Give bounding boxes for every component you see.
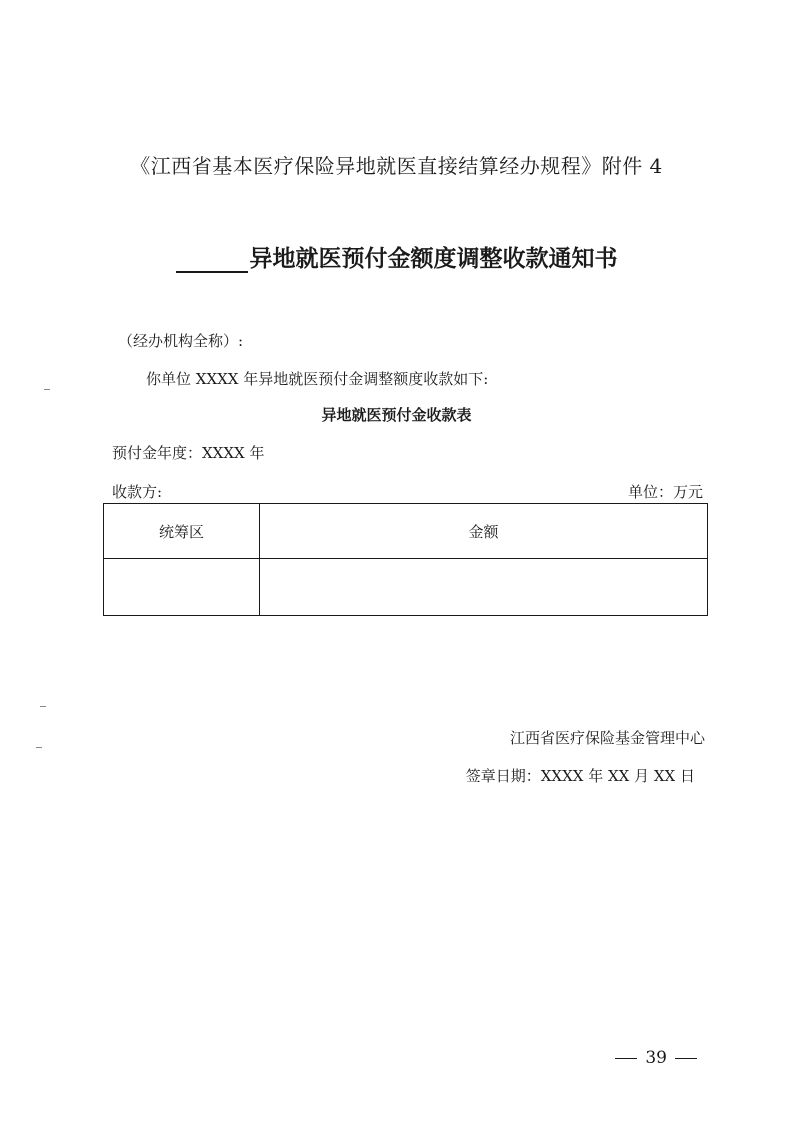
notice-title xyxy=(0,240,793,273)
page-dash-left xyxy=(615,1058,637,1059)
payee-label: 收款方: xyxy=(112,483,163,501)
table-header-row xyxy=(104,504,708,559)
page-number xyxy=(607,1048,705,1068)
column-header-amount: 金额 xyxy=(260,504,708,559)
sign-date: 签章日期：XXXX 年 XX 月 XX 日 xyxy=(465,767,695,785)
cell-region xyxy=(104,559,260,616)
column-header-region: 统筹区 xyxy=(104,504,260,559)
letter-body: 你单位 XXXX 年异地就医预付金调整额度收款如下: xyxy=(146,370,489,388)
table-row xyxy=(104,559,708,616)
scan-mark xyxy=(44,389,50,390)
receipt-table xyxy=(103,503,708,616)
scan-mark xyxy=(40,706,46,707)
unit-label: 单位：万元 xyxy=(627,483,703,501)
issuer-name: 江西省医疗保险基金管理中心 xyxy=(509,729,705,747)
prepayment-year: 预付金年度：XXXX 年 xyxy=(112,444,265,462)
page-number-text: 39 xyxy=(645,1048,667,1068)
table-caption: 异地就医预付金收款表 xyxy=(321,406,472,424)
attachment-title: 《江西省基本医疗保险异地就医直接结算经办规程》附件 4 xyxy=(130,154,663,178)
cell-amount xyxy=(260,559,708,616)
title-blank-line xyxy=(176,249,248,273)
addressee: （经办机构全称）: xyxy=(118,332,244,350)
notice-title-text: 异地就医预付金额度调整收款通知书 xyxy=(249,246,618,272)
page-dash-right xyxy=(675,1058,697,1059)
scan-mark xyxy=(36,747,42,748)
